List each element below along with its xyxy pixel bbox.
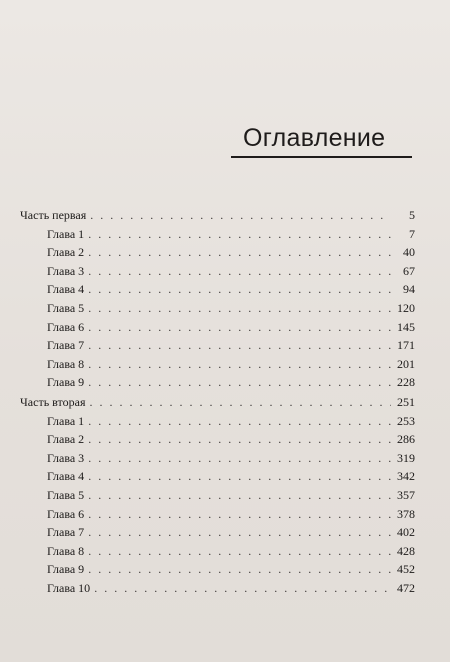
chapter-label: Глава 7 <box>47 525 85 540</box>
toc-chapter-row <box>20 449 415 468</box>
dot-leader <box>88 449 391 468</box>
page-number: 452 <box>397 562 415 577</box>
page-number: 94 <box>403 282 415 297</box>
dot-leader <box>88 373 391 392</box>
dot-leader <box>90 206 391 225</box>
dot-leader <box>88 336 391 355</box>
chapter-label: Глава 2 <box>47 245 85 260</box>
part-label: Часть вторая <box>20 395 86 409</box>
chapter-label: Глава 4 <box>47 469 85 484</box>
chapter-label: Глава 2 <box>47 432 85 447</box>
dot-leader <box>88 542 391 561</box>
page-number: 286 <box>397 432 415 447</box>
toc-chapter-row <box>20 467 415 486</box>
chapter-label: Глава 1 <box>47 226 85 241</box>
page-number: 378 <box>397 506 415 521</box>
chapter-label: Глава 3 <box>47 263 85 278</box>
page-number: 171 <box>397 338 415 353</box>
dot-leader <box>88 243 391 262</box>
toc-chapter-row <box>20 412 415 431</box>
page-number: 357 <box>397 487 415 502</box>
dot-leader <box>88 355 391 374</box>
toc-chapter-row <box>20 579 415 598</box>
toc-chapter-row <box>20 560 415 579</box>
dot-leader <box>88 467 391 486</box>
dot-leader <box>88 430 391 449</box>
page-number: 253 <box>397 413 415 428</box>
chapter-label: Глава 10 <box>47 580 91 595</box>
page-number: 428 <box>397 543 415 558</box>
chapter-label: Глава 4 <box>47 282 85 297</box>
page-number: 145 <box>397 319 415 334</box>
page-number: 201 <box>397 356 415 371</box>
page-title: Оглавление <box>243 124 386 152</box>
page-number: 319 <box>397 450 415 465</box>
toc-chapter-row <box>20 336 415 355</box>
dot-leader <box>88 318 391 337</box>
toc-part-row <box>20 206 415 225</box>
page-number: 40 <box>403 245 415 260</box>
page-number: 67 <box>403 263 415 278</box>
toc-chapter-row <box>20 262 415 281</box>
chapter-label: Глава 6 <box>47 319 85 334</box>
toc-chapter-row <box>20 486 415 505</box>
chapter-label: Глава 9 <box>47 375 85 390</box>
page-number: 402 <box>397 525 415 540</box>
dot-leader <box>89 393 391 412</box>
chapter-label: Глава 5 <box>47 487 85 502</box>
chapter-label: Глава 5 <box>47 300 85 315</box>
dot-leader <box>88 505 391 524</box>
page-number: 472 <box>397 580 415 595</box>
dot-leader <box>88 560 391 579</box>
toc-part-2 <box>20 393 415 598</box>
title-underline <box>231 156 412 158</box>
toc-chapter-row <box>20 243 415 262</box>
toc-part-1 <box>20 206 415 392</box>
chapter-label: Глава 8 <box>47 356 85 371</box>
dot-leader <box>88 486 391 505</box>
chapter-label: Глава 6 <box>47 506 85 521</box>
dot-leader <box>88 412 391 431</box>
page-number: 342 <box>397 469 415 484</box>
dot-leader <box>88 299 391 318</box>
part-label: Часть первая <box>20 208 87 222</box>
dot-leader <box>88 225 391 244</box>
chapter-label: Глава 9 <box>47 562 85 577</box>
page-number: 5 <box>409 208 415 222</box>
page-number: 228 <box>397 375 415 390</box>
toc-chapter-row <box>20 225 415 244</box>
toc-chapter-row <box>20 299 415 318</box>
toc-part-row <box>20 393 415 412</box>
chapter-label: Глава 3 <box>47 450 85 465</box>
toc-chapter-row <box>20 430 415 449</box>
toc-chapter-row <box>20 505 415 524</box>
dot-leader <box>88 262 391 281</box>
dot-leader <box>94 579 391 598</box>
page-number: 251 <box>397 395 415 409</box>
toc-chapter-row <box>20 355 415 374</box>
page-number: 7 <box>409 226 415 241</box>
toc-chapter-row <box>20 523 415 542</box>
toc-chapter-row <box>20 542 415 561</box>
dot-leader <box>88 523 391 542</box>
toc-chapter-row <box>20 373 415 392</box>
chapter-label: Глава 1 <box>47 413 85 428</box>
page-number: 120 <box>397 300 415 315</box>
toc-chapter-row <box>20 280 415 299</box>
chapter-label: Глава 7 <box>47 338 85 353</box>
toc-chapter-row <box>20 318 415 337</box>
chapter-label: Глава 8 <box>47 543 85 558</box>
dot-leader <box>88 280 391 299</box>
